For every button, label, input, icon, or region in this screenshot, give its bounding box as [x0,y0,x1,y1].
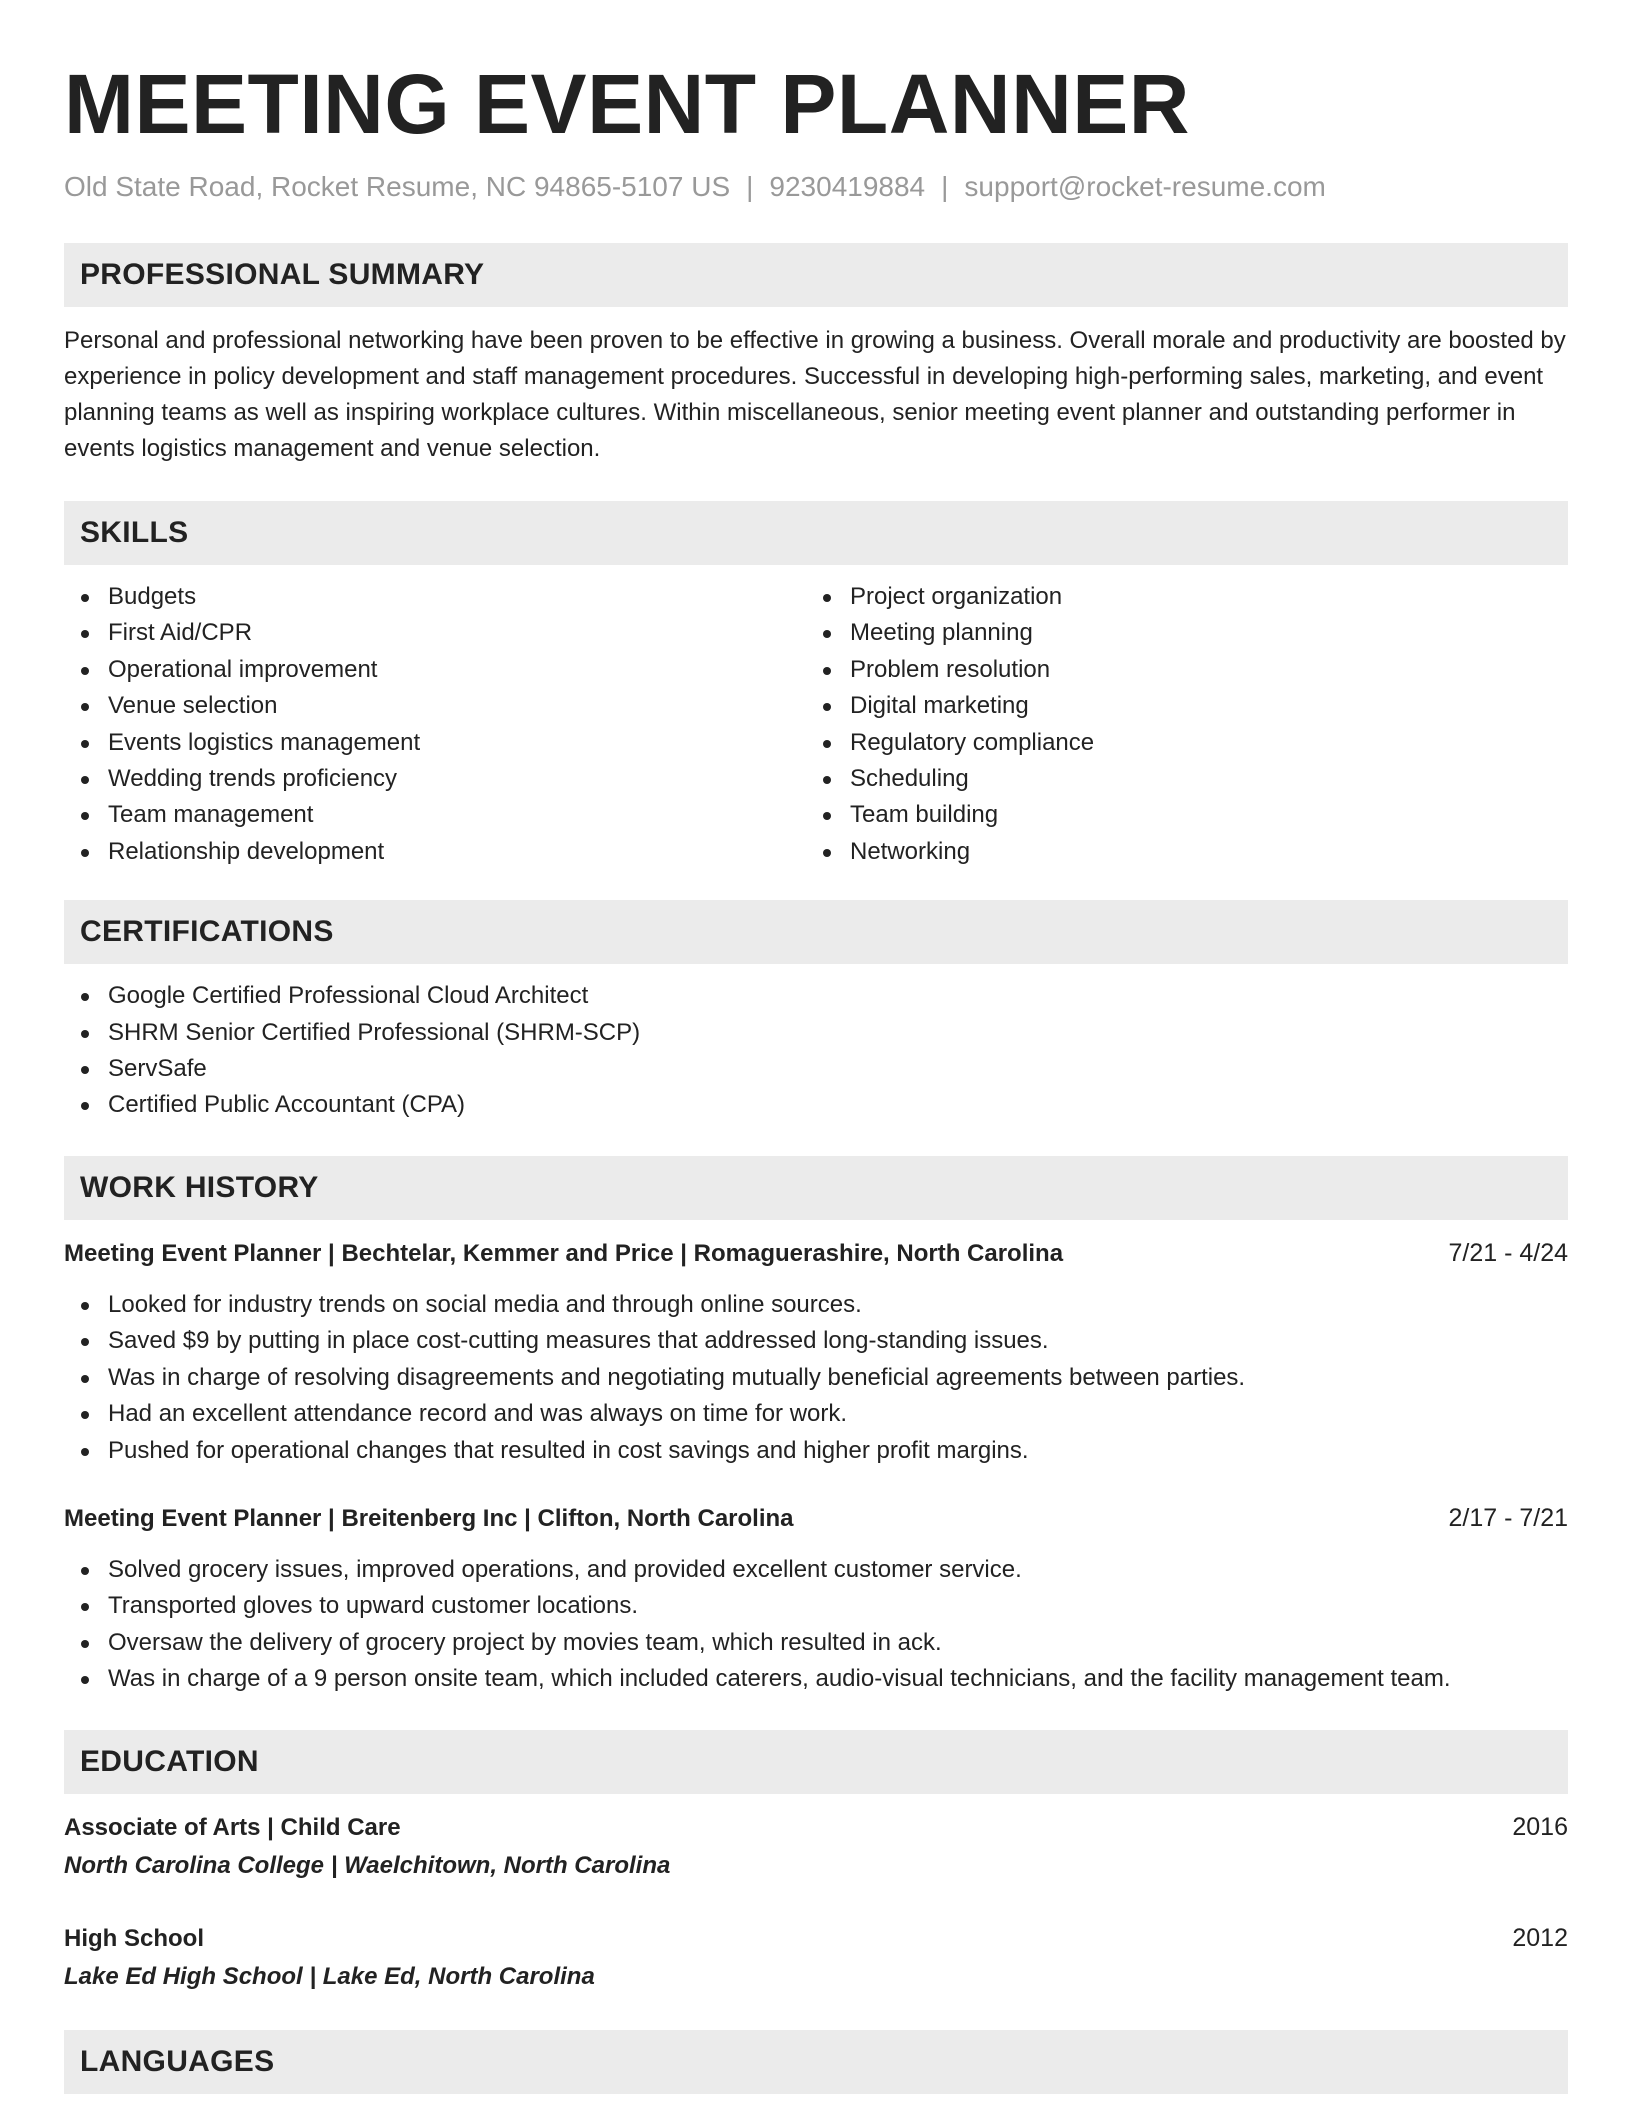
education-header [64,1810,1568,1845]
education-entry [64,1921,1568,1994]
skill-item: Scheduling [806,761,1548,797]
job-bullet: Saved $9 by putting in place cost-cutting measures that addressed long-standing issues. [64,1323,1568,1359]
education-year: 2016 [1512,1812,1568,1841]
section-heading-skills: SKILLS [64,501,1568,565]
contact-phone: 9230419884 [769,171,926,202]
job-entry [64,1501,1568,1698]
skill-item: Project organization [806,579,1548,615]
job-bullet: Solved grocery issues, improved operations, and provided excellent customer service. [64,1552,1568,1588]
job-bullet: Looked for industry trends on social media and through online sources. [64,1287,1568,1323]
candidate-name: MEETING EVENT PLANNER [64,57,1190,151]
contact-separator: | [941,171,949,202]
skill-item: Problem resolution [806,652,1548,688]
skill-item: Networking [806,834,1548,870]
contact-email[interactable]: support@rocket-resume.com [964,171,1326,202]
skill-item: Events logistics management [64,725,806,761]
summary-text: Personal and professional networking have been proven to be effective in growing a business. Overall morale and productivity are boosted by experience in policy development and staff management procedures. Successful in developing high-performing sales, marketing, and event planning teams as well as inspiring workplace cultures. Within miscellaneous, senior meeting event planner and outstanding performer in events logistics management and venue selection. [64,327,1566,462]
job-bullets [64,1287,1568,1469]
job-bullet: Had an excellent attendance record and was always on time for work. [64,1396,1568,1432]
job-dates: 7/21 - 4/24 [1448,1238,1568,1267]
education-year: 2012 [1512,1923,1568,1952]
skills-grid [64,579,1568,870]
job-bullet: Was in charge of resolving disagreements and negotiating mutually beneficial agreements between parties. [64,1360,1568,1396]
skill-item: Digital marketing [806,688,1548,724]
skill-item: Budgets [64,579,806,615]
skill-item: Team management [64,797,806,833]
section-heading-education: EDUCATION [64,1730,1568,1794]
job-bullets [64,1552,1568,1698]
skill-item: Venue selection [64,688,806,724]
skill-item: Relationship development [64,834,806,870]
certification-item: SHRM Senior Certified Professional (SHRM-SCP) [64,1015,1568,1051]
certifications-section [64,900,1568,1124]
education-section [64,1730,1568,1994]
skill-item: Team building [806,797,1548,833]
contact-separator: | [746,171,754,202]
skills-section [64,501,1568,870]
certifications-list [64,978,1568,1124]
job-header [64,1236,1568,1271]
section-heading-work-history: WORK HISTORY [64,1156,1568,1220]
skill-item: First Aid/CPR [64,615,806,651]
skill-item: Operational improvement [64,652,806,688]
job-title: Meeting Event Planner | Breitenberg Inc | Clifton, North Carolina [64,1504,794,1532]
education-degree: Associate of Arts | Child Care [64,1813,401,1841]
job-bullet: Transported gloves to upward customer locations. [64,1588,1568,1624]
section-heading-summary: PROFESSIONAL SUMMARY [64,243,1568,307]
section-heading-languages: LANGUAGES [64,2030,1568,2094]
job-header [64,1501,1568,1536]
certification-item: Certified Public Accountant (CPA) [64,1087,1568,1123]
education-degree: High School [64,1924,204,1952]
skills-column-right [806,579,1548,870]
skill-item: Regulatory compliance [806,725,1548,761]
contact-line [64,170,1568,204]
skill-item: Wedding trends proficiency [64,761,806,797]
job-entry [64,1236,1568,1469]
job-bullet: Pushed for operational changes that resulted in cost savings and higher profit margins. [64,1433,1568,1469]
education-header [64,1921,1568,1956]
summary-section [64,243,1568,467]
languages-section [64,2030,1568,2094]
education-school: Lake Ed High School | Lake Ed, North Carolina [64,1962,595,1990]
education-entry [64,1810,1568,1883]
job-dates: 2/17 - 7/21 [1448,1503,1568,1532]
skill-item: Meeting planning [806,615,1548,651]
job-bullet: Was in charge of a 9 person onsite team, which included caterers, audio-visual technicians, and the facility management team. [64,1661,1568,1697]
work-history-section [64,1156,1568,1698]
contact-address: Old State Road, Rocket Resume, NC 94865-5107 US [64,171,731,202]
education-school: North Carolina College | Waelchitown, North Carolina [64,1851,671,1879]
certification-item: ServSafe [64,1051,1568,1087]
certification-item: Google Certified Professional Cloud Architect [64,978,1568,1014]
job-title: Meeting Event Planner | Bechtelar, Kemmer and Price | Romaguerashire, North Carolina [64,1239,1064,1267]
job-bullet: Oversaw the delivery of grocery project by movies team, which resulted in ack. [64,1625,1568,1661]
section-heading-certifications: CERTIFICATIONS [64,900,1568,964]
skills-column-left [64,579,806,870]
